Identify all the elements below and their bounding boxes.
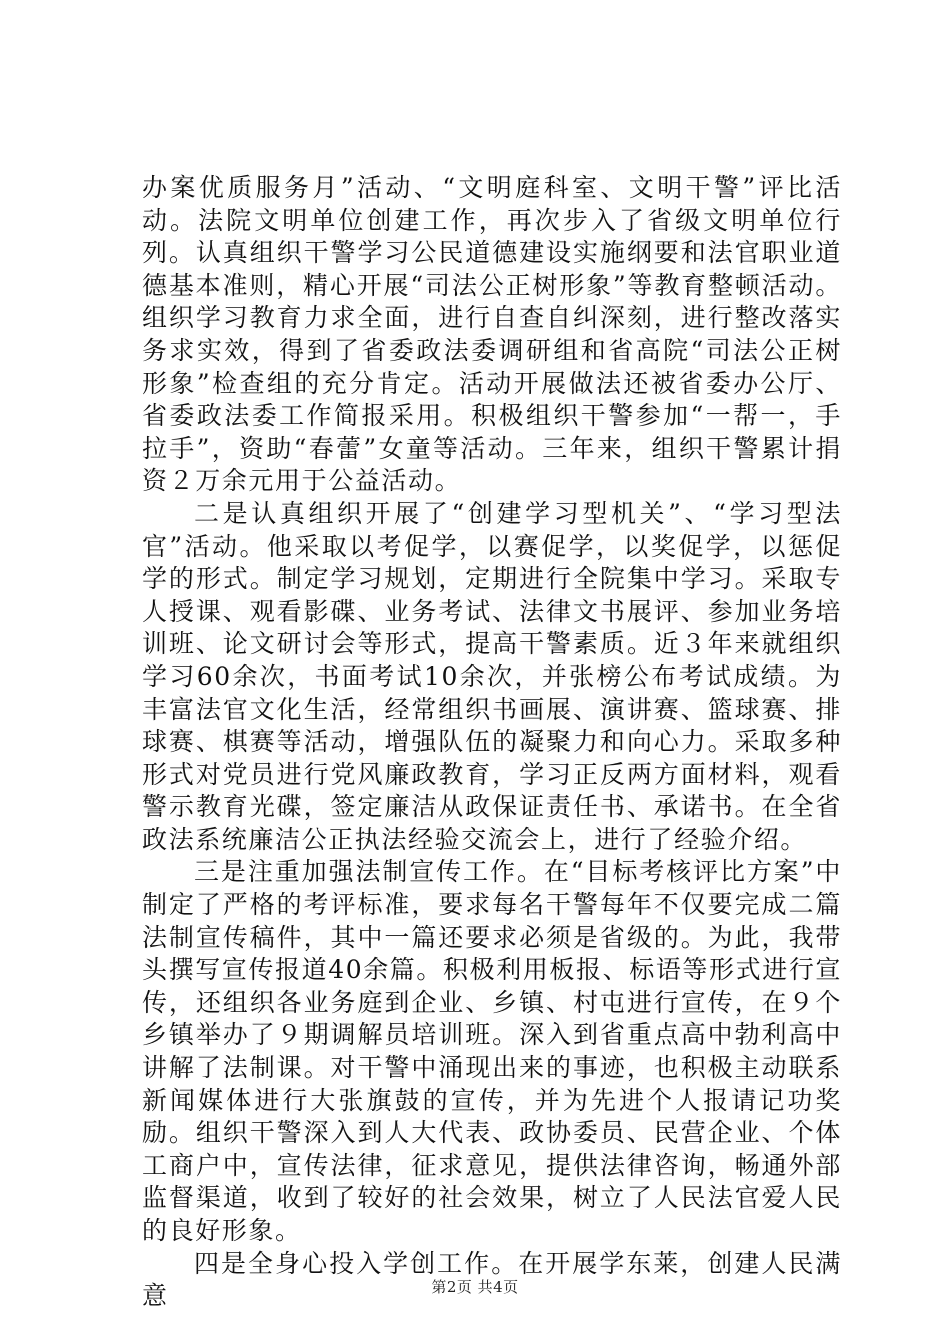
paragraph-item-two: 二是认真组织开展了“创建学习型机关”、“学习型法官”活动。他采取以考促学，以赛促学，以奖促学，以惩促学的形式。制定学习规划，定期进行全院集中学习。采取专人授课、观看影碟、业务考试、法律文书展评、参加业务培训班、论文研讨会等形式，提高干警素质。近３年来就组织学习60余次，书面考试10余次，并张榜公布考试成绩。为丰富法官文化生活，经常组织书画展、演讲赛、篮球赛、排球赛、棋赛等活动，增强队伍的凝聚力和向心力。采取多种形式对党员进行党风廉政教育，学习正反两方面材料，观看警示教育光碟，签定廉洁从政保证责任书、承诺书。在全省政法系统廉洁公正执法经验交流会上，进行了经验介绍。	[142, 498, 842, 854]
document-body	[142, 172, 842, 1313]
paragraph-item-four: 四是全身心投入学创工作。在开展学东莱，创建人民满意	[142, 1248, 842, 1311]
paragraph-item-three: 三是注重加强法制宣传工作。在“目标考核评比方案”中制定了严格的考评标准，要求每名干警每年不仅要完成二篇法制宣传稿件，其中一篇还要求必须是省级的。为此，我带头撰写宣传报道40余篇。积极利用板报、标语等形式进行宣传，还组织各业务庭到企业、乡镇、村屯进行宣传，在９个乡镇举办了９期调解员培训班。深入到省重点高中勃利高中讲解了法制课。对干警中涌现出来的事迹，也积极主动联系新闻媒体进行大张旗鼓的宣传，并为先进个人报请记功奖励。组织干警深入到人大代表、政协委员、民营企业、个体工商户中，宣传法律，征求意见，提供法律咨询，畅通外部监督渠道，收到了较好的社会效果，树立了人民法官爱人民的良好形象。	[142, 857, 843, 1245]
paragraph-continuation: 办案优质服务月”活动、“文明庭科室、文明干警”评比活动。法院文明单位创建工作，再次步入了省级文明单位行列。认真组织干警学习公民道德建设实施纲要和法官职业道德基本准则，精心开展“司法公正树形象”等教育整顿活动。组织学习教育力求全面，进行自查自纠深刻，进行整改落实务求实效，得到了省委政法委调研组和省高院“司法公正树形象”检查组的充分肯定。活动开展做法还被省委办公厅、省委政法委工作简报采用。积极组织干警参加“一帮一，手拉手”，资助“春蕾”女童等活动。三年来，组织干警累计捐资２万余元用于公益活动。	[142, 173, 842, 496]
page-footer: 第2页 共4页	[431, 1278, 519, 1296]
